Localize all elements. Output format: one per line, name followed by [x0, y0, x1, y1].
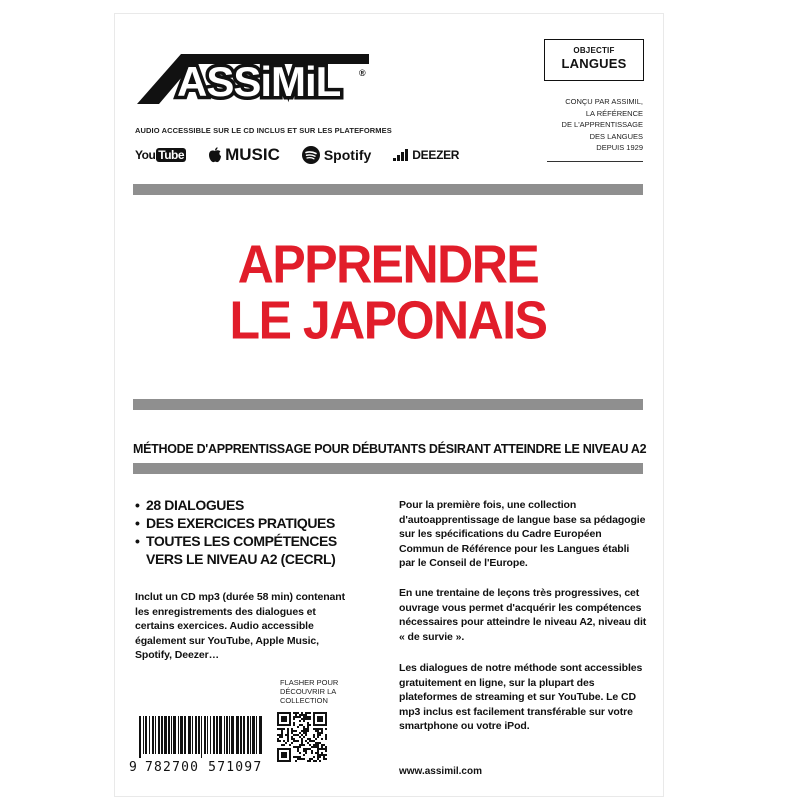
book-title: APPRENDRE LE JAPONAIS	[229, 233, 547, 351]
svg-text:ASSiMiL: ASSiMiL	[177, 58, 341, 105]
cd-description: Inclut un CD mp3 (durée 58 min) contenant les enregistrements des dialogues et certains exercices. Audio accessible également sur YouTube, Apple Music, Spotify, Deezer…	[135, 591, 346, 661]
deezer-icon	[393, 149, 409, 161]
gray-band	[133, 184, 643, 195]
gray-band	[133, 399, 643, 410]
paragraph: Les dialogues de notre méthode sont accessibles gratuitement en ligne, sur la plupart des plateformes de streaming et sur YouTube. Le CD mp3 inclus est facilement transférable sur votre smartphone ou votre iPod.	[399, 662, 643, 732]
svg-text:®: ®	[359, 68, 366, 78]
apple-music-logo: MUSIC	[208, 145, 280, 165]
barcode	[137, 716, 267, 758]
book-subtitle: MÉTHODE D'APPRENTISSAGE POUR DÉBUTANTS DÉSIRANT ATTEINDRE LE NIVEAU A2	[133, 442, 647, 456]
spotify-icon	[302, 146, 320, 164]
list-item: • 28 DIALOGUES	[135, 496, 375, 514]
paragraph: Pour la première fois, une collection d'autoapprentissage de langue base sa pédagogie sur les spécifications du Cadre Européen Commun de Référence pour les Langues établi par le Conseil de l'Europe.	[399, 499, 646, 569]
platform-logos	[135, 144, 459, 166]
book-back-cover: ASSiMiL ® AUDIO ACCESSIBLE SUR LE CD INCLUS ET SUR LES PLATEFORMES You Tube MUSIC Spotify DEEZER OBJECTIF LANGUES CONÇU PAR ASSIMIL, LA RÉFÉRENCE DE L'APPRENTISSAGE DES LANGUES DEPUIS 1929 APPRENDRE LE JAPONAIS MÉTHODE D'APPRENTISSAGE POUR DÉBUTANTS DÉSIRANT ATTEINDRE LE NIVEAU A2 • 28 DIALOGUES • DES EXERCICES PRATIQUES • TOUTES LES COMPÉTENCES VERS LE NIVEAU A2 (CECRL) Inclut un CD mp3 (durée 58 min) contenant les enregistrements des dialogues et certains exercices. Audio accessible également sur YouTube, Apple Music, Spotify, Deezer… FLASHER POUR DÉCOUVRIR LA COLLECTION 9 782700 571097 Pour la première fois, une collection d'autoapprentissage de langue base sa pédagogie sur les spécifications du Cadre Européen Commun de Référence pour les Langues établi par le Conseil de l'Europe. En une trentaine de leçons très progressives, cet ouvrage vous permet d'acquérir les compétences nécessaires pour atteindre le niveau A2, niveau dit « de survie ». Les dialogues de notre méthode sont accessibles gratuitement en ligne, sur la plupart des plateformes de streaming et sur YouTube. Le CD mp3 inclus est facilement transférable sur votre smartphone ou votre iPod. www.assimil.com	[115, 14, 663, 796]
list-item: • TOUTES LES COMPÉTENCES	[135, 532, 375, 550]
spotify-logo: Spotify	[302, 146, 371, 164]
apple-icon	[208, 147, 222, 163]
youtube-logo: You Tube	[135, 148, 185, 162]
deezer-logo: DEEZER	[393, 148, 459, 162]
qr-code[interactable]	[277, 712, 327, 762]
audio-note: AUDIO ACCESSIBLE SUR LE CD INCLUS ET SUR LES PLATEFORMES	[135, 126, 392, 135]
divider	[547, 161, 643, 162]
list-item-continuation: VERS LE NIVEAU A2 (CECRL)	[146, 551, 336, 567]
website-link[interactable]: www.assimil.com	[399, 766, 482, 777]
gray-band	[133, 463, 643, 474]
assimil-logo	[133, 40, 373, 106]
objectif-langues-badge: OBJECTIF LANGUES	[544, 39, 644, 81]
feature-list	[135, 496, 375, 568]
concu-par-assimil: CONÇU PAR ASSIMIL, LA RÉFÉRENCE DE L'APPRENTISSAGE DES LANGUES DEPUIS 1929	[561, 97, 643, 152]
qr-caption: FLASHER POUR DÉCOUVRIR LA COLLECTION	[280, 678, 339, 705]
list-item: • DES EXERCICES PRATIQUES	[135, 514, 375, 532]
paragraph: En une trentaine de leçons très progressives, cet ouvrage vous permet d'acquérir les compétences nécessaires pour atteindre le niveau A2, niveau dit « de survie ».	[399, 587, 647, 643]
